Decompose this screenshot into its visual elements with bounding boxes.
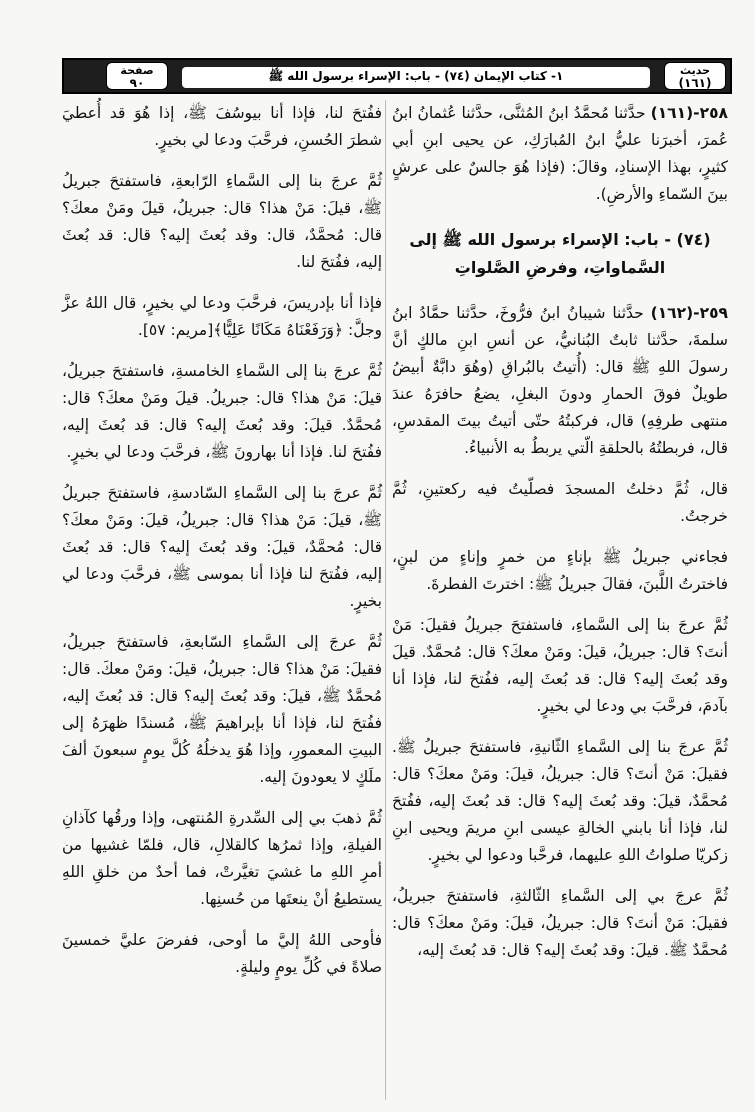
paragraph: ثُمَّ عرجَ بنا إلى السَّماءِ الرّابعةِ، فاستفتحَ جبريلُ ﷺ، قيلَ: مَنْ هذا؟ قال: جبريلُ، قيلَ ومَنْ معكَ؟ قال: مُحمَّدٌ، قال: وقد بُعثَ إليه؟ قال: قد بُعثَ إليه، ففُتحَ لنا. [62,172,382,271]
paragraph: ثُمَّ عرجَ بنا إلى السَّماءِ، فاستفتحَ جبريلُ فقيلَ: مَنْ أنتَ؟ قال: جبريلُ، قيلَ: ومَنْ معكَ؟ قال: مُحمَّدٌ. قيلَ وقد بُعثَ إليه؟ قال: قد بُعثَ إليه، ففُتحَ لنا، فإذا أنا بآدمَ، فرحَّبَ بي ودعا لي بخيرٍ. [392,616,728,715]
hadith-label: حديث [679,64,711,77]
paragraph: ثُمَّ عرجَ إلى السَّماءِ السّابعةِ، فاستفتحَ جبريلُ، فقيلَ: مَنْ هذا؟ قال: جبريلُ، قيلَ: ومَنْ معكَ. قال: مُحمَّدٌ ﷺ، قيلَ: وقد بُعثَ إليه؟ قال: قد بُعثَ إليه، ففُتحَ لنا، فإذا أنا بإبراهيمَ ﷺ، مُسندًا ظهرَهُ إلى البيتِ المعمورِ، وإذا هُوَ يدخلُهُ كُلَّ يومٍ سبعونَ ألفَ ملَكٍ لا يعودونَ إليه. [62,633,382,786]
hadith-258 [392,100,728,208]
page-number-box [106,62,168,90]
paragraph: قال، ثُمَّ دخلتُ المسجدَ فصلّيتُ فيه ركعتينِ، ثُمَّ خرجتُ. [392,480,728,525]
paragraph: ففُتحَ لنا، فإذا أنا بيوسُفَ ﷺ، إذا هُوَ قد أُعطيَ شطرَ الحُسنِ، فرحَّبَ ودعا لي بخيرٍ. [62,104,382,149]
left-column [62,100,382,991]
paragraph: ثُمَّ عرجَ بي إلى السَّماءِ الثّالثةِ، فاستفتحَ جبريلُ، فقيلَ: مَنْ أنتَ؟ قال: جبريلُ، قيلَ: ومَنْ معكَ؟ قال: مُحمَّدٌ ﷺ. قيلَ: وقد بُعثَ إليه؟ قال: قد بُعثَ إليه، [392,887,728,959]
hadith-number-box [664,62,726,90]
hadith-259-number: ٢٥٩-(١٦٢) [650,304,728,322]
hadith-259-text: حدَّثنا شيبانُ ابنُ فرُّوخَ، حدَّثنا حمَّادُ ابنُ سلمةَ، حدَّثنا ثابتٌ البُنانيُّ، عن أنسِ ابنِ مالكٍ أنَّ رسولَ اللهِ ﷺ قال: (أُتيتُ بالبُراقِ (وهُوَ دابَّةٌ أبيضُ طويلٌ فوقَ الحمارِ ودونَ البغلِ، يضعُ حافرَهُ عندَ منتهى طرفِهِ) قال، فركبتُهُ حتّى أتيتُ بيتَ المقدسِ، قال، فربطتُهُ بالحلقةِ الّتي يربطُ به الأنبياءُ. [392,304,728,457]
page-label: صفحة [120,64,154,77]
right-column [392,100,728,974]
paragraph: ثُمَّ عرجَ بنا إلى السَّماءِ السّادسةِ، فاستفتحَ جبريلُ ﷺ، قيلَ: مَنْ هذا؟ قال: جبريلُ، قيلَ: ومَنْ معكَ؟ قال: مُحمَّدٌ، قيلَ: وقد بُعثَ إليه؟ قال: قد بُعثَ إليه، ففُتحَ لنا فإذا أنا بموسى ﷺ، فرحَّبَ ودعا لي بخيرٍ. [62,484,382,610]
paragraph: ثُمَّ عرجَ بنا إلى السَّماءِ الخامسةِ، فاستفتحَ جبريلُ، قيلَ: مَنْ هذا؟ قال: جبريلُ. قيلَ ومَنْ معكَ؟ قال: مُحمَّدٌ. قيلَ: وقد بُعثَ إليه؟ قال: قد بُعثَ إليه، ففُتحَ لنا. فإذا أنا بهارونَ ﷺ، فرحَّبَ ودعا لي بخيرٍ. [62,362,382,461]
paragraph: فجاءني جبريلُ ﷺ بإناءٍ من خمرٍ وإناءٍ من لبنٍ، فاخترتُ اللَّبنَ، فقالَ جبريلُ ﷺ: اخترتَ الفطرةَ. [392,548,728,593]
paragraph: فأوحى اللهُ إليَّ ما أوحى، ففرضَ عليَّ خمسينَ صلاةً في كُلِّ يومٍ وليلةٍ. [62,931,382,976]
paragraph: ثُمَّ عرجَ بنا إلى السَّماءِ الثّانيةِ، فاستفتحَ جبريلُ ﷺ. فقيلَ: مَنْ أنتَ؟ قال: جبريلُ، قيلَ: ومَنْ معكَ؟ قال: مُحمَّدٌ، قيلَ: وقد بُعثَ إليه؟ قال: قد بُعثَ إليه، ففُتحَ لنا، فإذا أنا بابني الخالةِ عيسى ابنِ مريمَ ويحيى ابنِ زكريّا صلواتُ اللهِ عليهما، فرحَّبا ودعوا لي بخيرٍ. [392,738,728,864]
hadith-259 [392,300,728,462]
paragraph: ثُمَّ ذهبَ بي إلى السِّدرةِ المُنتهى، وإذا ورقُها كآذانِ الفيلةِ، وإذا ثمرُها كالقلالِ، قال، فلمّا غشيها من أمرِ اللهِ ما غشيَ تغيَّرتْ، فما أحدٌ من خلقِ اللهِ يستطيعُ أنْ ينعتَها من حُسنِها. [62,809,382,908]
hadith-number: (١٦١) [678,76,712,90]
hadith-258-number: ٢٥٨-(١٦١) [650,104,728,122]
running-title: ١- كتاب الإيمان (٧٤) - باب: الإسراء برسول الله ﷺ [182,67,650,88]
page-header [62,58,732,94]
column-divider [385,100,386,1100]
paragraph: فإذا أنا بإدريسَ، فرحَّبَ ودعا لي بخيرٍ، قال اللهُ عزَّ وجلَّ: ﴿وَرَفَعْنَاهُ مَكَانًا عَلِيًّا﴾[مريم: ٥٧]. [62,294,382,339]
chapter-title: (٧٤) - باب: الإسراء برسول الله ﷺ إلى السَّماواتِ، وفرضِ الصَّلواتِ [409,230,711,277]
page-number: ٩٠ [129,76,145,90]
hadith-258-text: حدَّثنا مُحمَّدُ ابنُ المُثنَّى، حدَّثنا عُثمانُ ابنُ عُمرَ، أخبرَنا عليُّ ابنُ المُبارَكِ، عن يحيى ابنِ أبي كثيرٍ، بهذا الإسنادِ، وقالَ: (فإذا هُوَ جالسٌ على عرشٍ بينَ السّماءِ والأرضِ). [392,104,728,203]
